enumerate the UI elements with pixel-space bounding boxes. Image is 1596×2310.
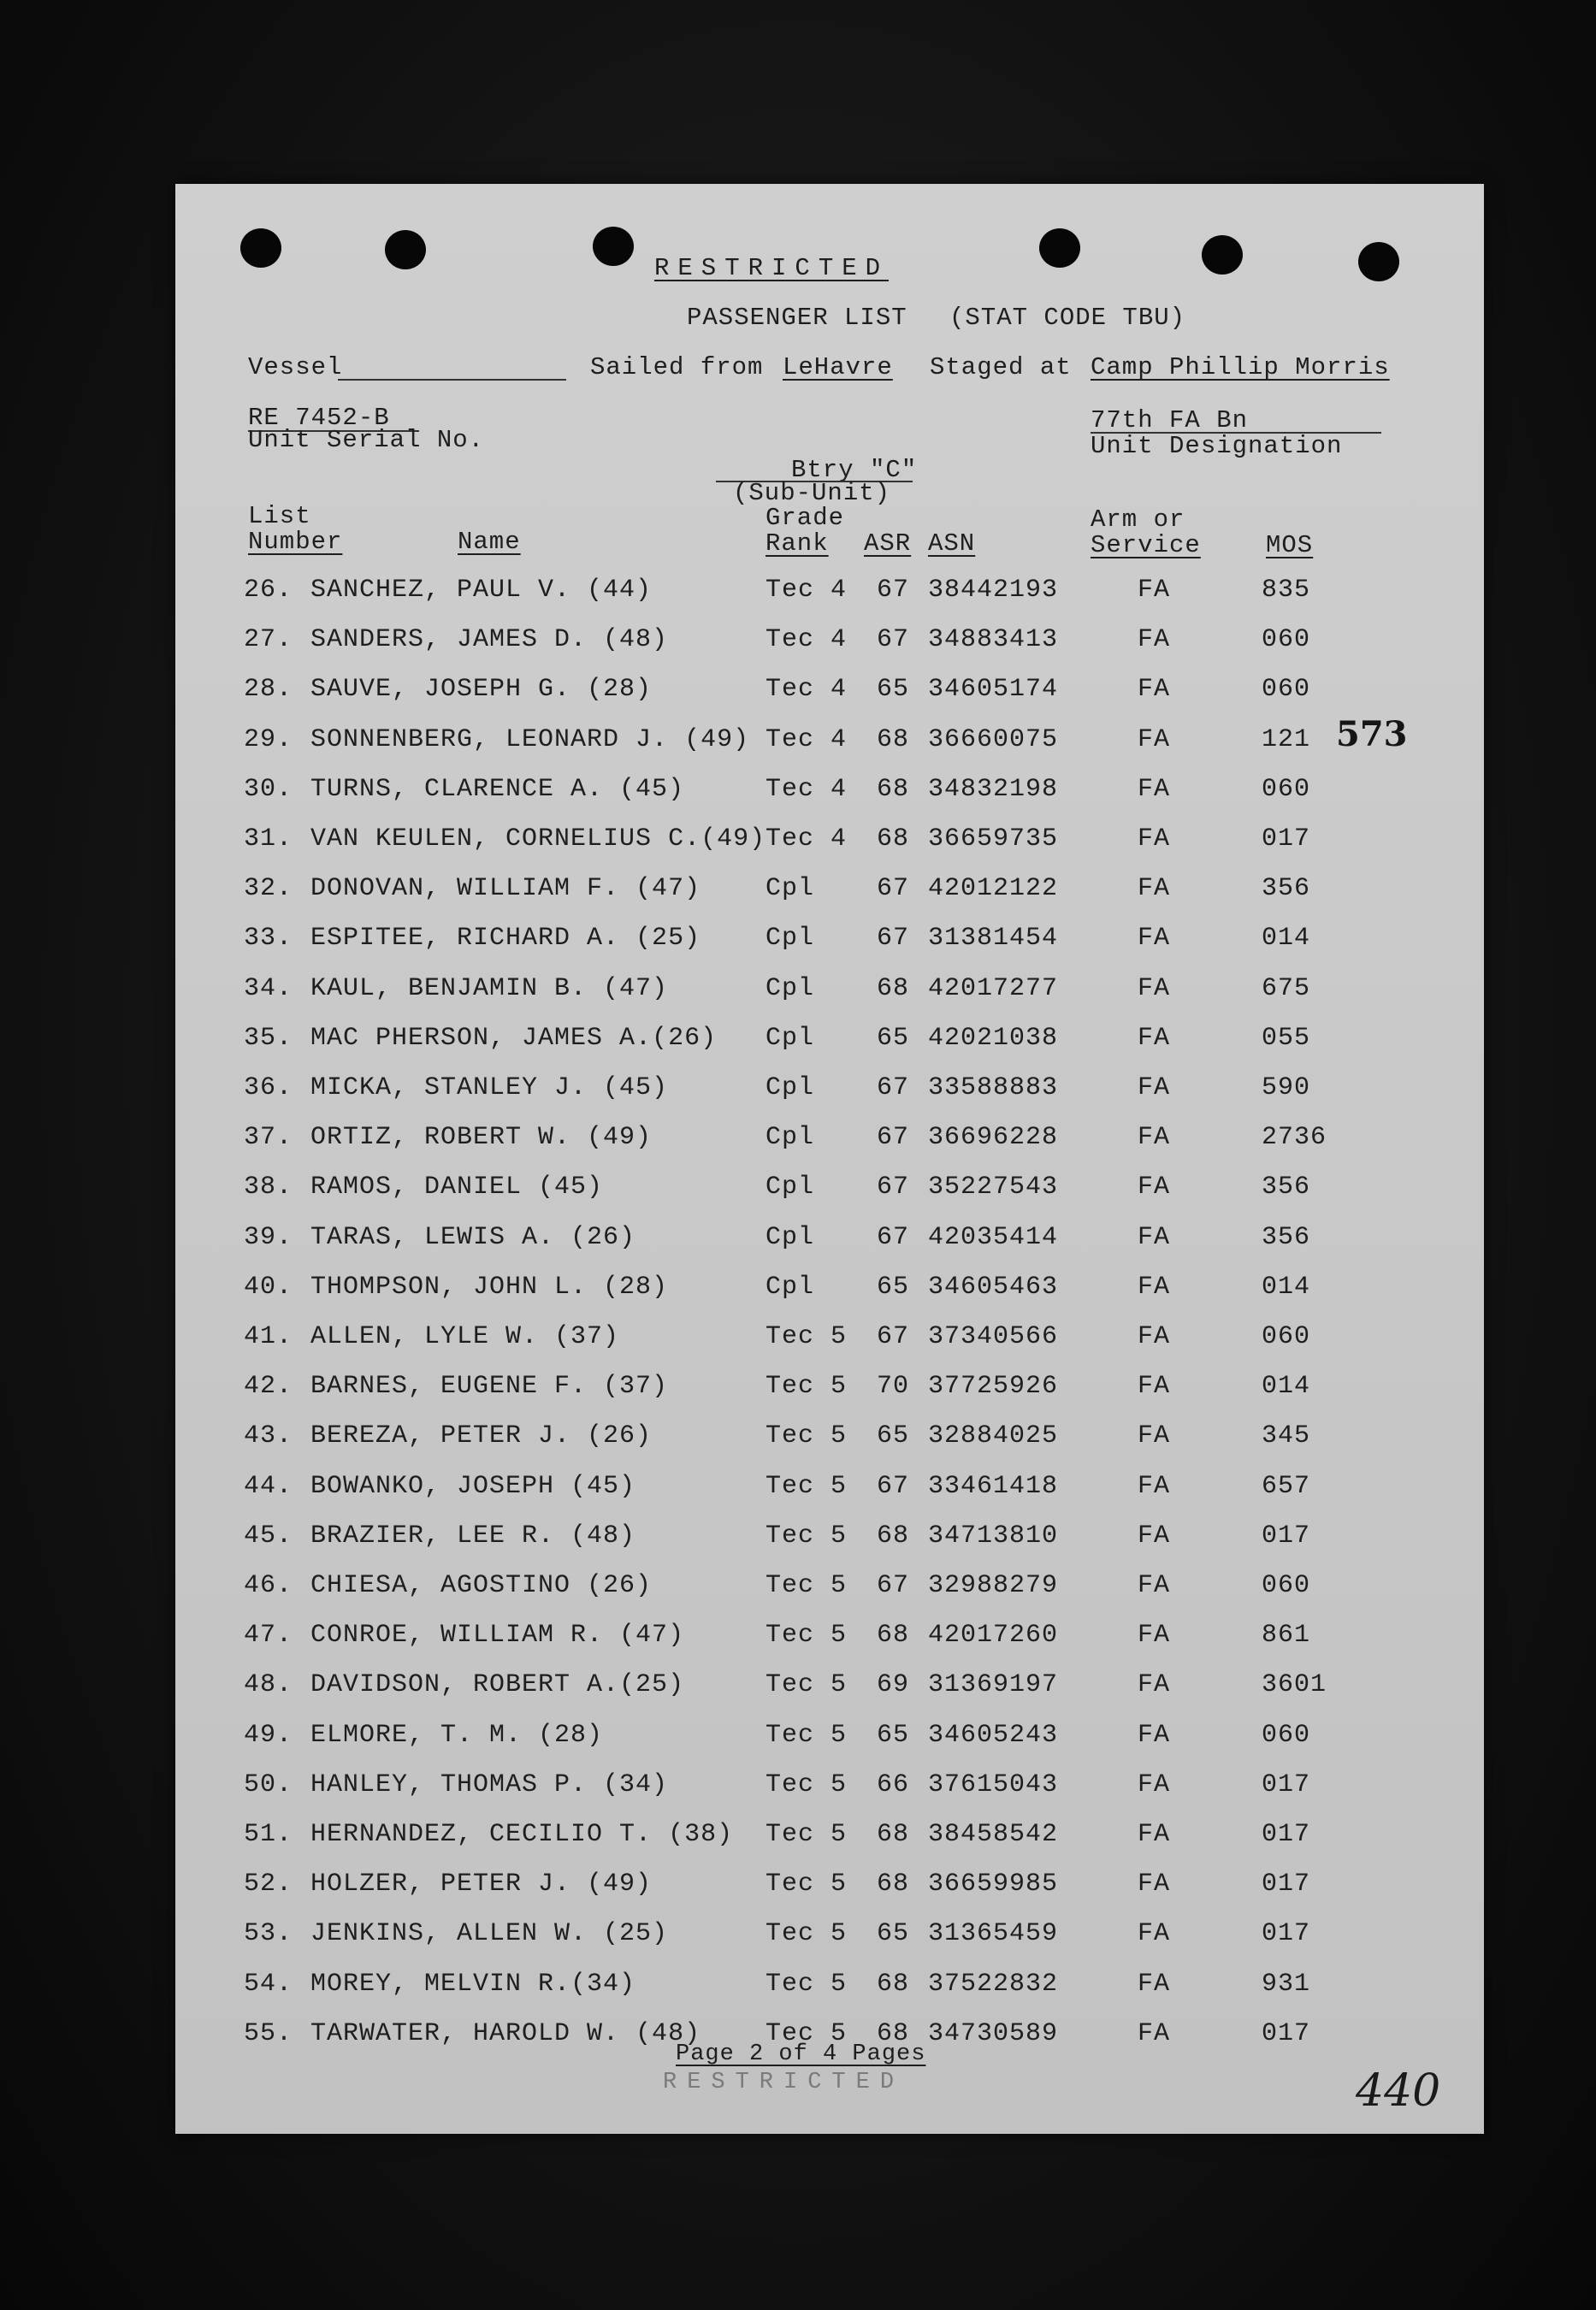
row-asr: 69: [877, 1670, 910, 1699]
row-rank: Tec 5: [765, 1919, 848, 1948]
table-row: [175, 1919, 1484, 1969]
row-name: TARWATER, HAROLD W. (48): [310, 2019, 701, 2048]
row-mos: 3601: [1262, 1670, 1327, 1699]
row-rank: Cpl: [765, 1123, 815, 1152]
row-mos: 017: [1262, 1919, 1311, 1948]
row-name: TARAS, LEWIS A. (26): [310, 1223, 636, 1252]
row-name: ESPITEE, RICHARD A. (25): [310, 924, 701, 953]
row-name: DONOVAN, WILLIAM F. (47): [310, 874, 701, 903]
row-arm-service: FA: [1138, 1571, 1171, 1600]
row-arm-service: FA: [1138, 1024, 1171, 1053]
row-asr: 67: [877, 1173, 910, 1202]
row-rank: Tec 4: [765, 824, 848, 854]
row-asr: 68: [877, 824, 910, 854]
col-grade: Grade: [765, 504, 845, 532]
row-list-number: 49.: [244, 1721, 293, 1750]
row-name: CONROE, WILLIAM R. (47): [310, 1621, 685, 1650]
punch-hole: [1039, 228, 1080, 268]
row-asr: 67: [877, 1223, 910, 1252]
row-name: MOREY, MELVIN R.(34): [310, 1970, 636, 1999]
row-asr: 67: [877, 1472, 910, 1501]
row-asr: 68: [877, 725, 910, 754]
row-rank: Tec 5: [765, 1621, 848, 1650]
page-count: Page 2 of 4 Pages: [676, 2041, 926, 2067]
row-name: SONNENBERG, LEONARD J. (49): [310, 725, 750, 754]
row-list-number: 51.: [244, 1820, 293, 1849]
table-row: [175, 824, 1484, 874]
row-mos: 590: [1262, 1073, 1311, 1102]
row-arm-service: FA: [1138, 1223, 1171, 1252]
row-arm-service: FA: [1138, 576, 1171, 605]
staged-at-label: Staged at: [930, 353, 1072, 381]
row-rank: Tec 5: [765, 1372, 848, 1401]
row-asn: 33461418: [928, 1472, 1059, 1501]
row-rank: Tec 5: [765, 1970, 848, 1999]
row-rank: Tec 5: [765, 2019, 848, 2048]
row-asn: 34832198: [928, 775, 1059, 804]
row-arm-service: FA: [1138, 1970, 1171, 1999]
punch-hole: [385, 230, 426, 269]
row-mos: 835: [1262, 576, 1311, 605]
row-list-number: 29.: [244, 725, 293, 754]
row-mos: 060: [1262, 1322, 1311, 1351]
restricted-footer: RESTRICTED: [663, 2070, 905, 2095]
punch-hole: [1202, 235, 1243, 275]
row-list-number: 46.: [244, 1571, 293, 1600]
table-row: [175, 1521, 1484, 1571]
table-row: [175, 1621, 1484, 1670]
sub-unit-label: (Sub-Unit): [733, 479, 891, 507]
table-row: [175, 1123, 1484, 1173]
row-arm-service: FA: [1138, 1919, 1171, 1948]
row-name: ALLEN, LYLE W. (37): [310, 1322, 620, 1351]
row-asr: 68: [877, 775, 910, 804]
row-name: SANCHEZ, PAUL V. (44): [310, 576, 653, 605]
row-arm-service: FA: [1138, 1870, 1171, 1899]
row-name: DAVIDSON, ROBERT A.(25): [310, 1670, 685, 1699]
row-mos: 017: [1262, 1870, 1311, 1899]
restricted-header: RESTRICTED: [654, 254, 890, 282]
row-arm-service: FA: [1138, 1073, 1171, 1102]
row-name: TURNS, CLARENCE A. (45): [310, 775, 685, 804]
row-asr: 68: [877, 1970, 910, 1999]
punch-hole: [240, 228, 281, 268]
row-mos: 017: [1262, 1770, 1311, 1799]
row-asn: 37725926: [928, 1372, 1059, 1401]
table-row: [175, 1173, 1484, 1222]
row-asn: 38442193: [928, 576, 1059, 605]
row-asn: 37522832: [928, 1970, 1059, 1999]
row-rank: Tec 5: [765, 1870, 848, 1899]
row-name: BRAZIER, LEE R. (48): [310, 1521, 636, 1551]
row-list-number: 34.: [244, 974, 293, 1003]
table-row: [175, 1870, 1484, 1919]
row-arm-service: FA: [1138, 824, 1171, 854]
row-name: BEREZA, PETER J. (26): [310, 1421, 653, 1450]
row-name: MICKA, STANLEY J. (45): [310, 1073, 669, 1102]
row-arm-service: FA: [1138, 1472, 1171, 1501]
row-asn: 42035414: [928, 1223, 1059, 1252]
row-asn: 34605463: [928, 1273, 1059, 1302]
row-rank: Tec 5: [765, 1820, 848, 1849]
vessel-blank: [338, 379, 566, 381]
col-list-number-2: Number: [248, 528, 343, 556]
row-name: CHIESA, AGOSTINO (26): [310, 1571, 653, 1600]
row-name: THOMPSON, JOHN L. (28): [310, 1273, 669, 1302]
row-asr: 65: [877, 1919, 910, 1948]
table-row: [175, 1223, 1484, 1273]
row-asr: 66: [877, 1770, 910, 1799]
row-arm-service: FA: [1138, 1820, 1171, 1849]
stat-code: (STAT CODE TBU): [949, 304, 1186, 332]
row-arm-service: FA: [1138, 625, 1171, 654]
row-list-number: 52.: [244, 1870, 293, 1899]
row-arm-service: FA: [1138, 1721, 1171, 1750]
table-row: [175, 1670, 1484, 1720]
row-mos: 014: [1262, 924, 1311, 953]
row-mos: 017: [1262, 1820, 1311, 1849]
row-rank: Tec 5: [765, 1322, 848, 1351]
row-mos: 055: [1262, 1024, 1311, 1053]
row-rank: Tec 5: [765, 1670, 848, 1699]
passenger-list-page: [175, 184, 1484, 2134]
row-mos: 2736: [1262, 1123, 1327, 1152]
row-list-number: 55.: [244, 2019, 293, 2048]
row-asn: 38458542: [928, 1820, 1059, 1849]
col-service: Service: [1091, 531, 1201, 559]
row-asn: 42012122: [928, 874, 1059, 903]
row-asn: 31369197: [928, 1670, 1059, 1699]
row-asr: 68: [877, 1820, 910, 1849]
row-mos: 014: [1262, 1273, 1311, 1302]
row-asn: 34605174: [928, 675, 1059, 704]
unit-serial-value: RE 7452-B: [248, 404, 390, 432]
row-asr: 68: [877, 1870, 910, 1899]
row-arm-service: FA: [1138, 1770, 1171, 1799]
sailed-from-value: LeHavre: [783, 353, 893, 381]
row-arm-service: FA: [1138, 924, 1171, 953]
row-asn: 42017277: [928, 974, 1059, 1003]
row-asn: 36659985: [928, 1870, 1059, 1899]
col-asn: ASN: [928, 529, 976, 558]
row-asn: 37615043: [928, 1770, 1059, 1799]
table-row: [175, 1721, 1484, 1770]
col-name: Name: [458, 528, 521, 556]
row-rank: Tec 4: [765, 576, 848, 605]
row-name: SANDERS, JAMES D. (48): [310, 625, 669, 654]
row-mos: 060: [1262, 625, 1311, 654]
row-mos: 931: [1262, 1970, 1311, 1999]
unit-serial-label: Unit Serial No.: [248, 426, 485, 454]
punch-hole: [593, 227, 634, 266]
row-list-number: 50.: [244, 1770, 293, 1799]
row-name: KAUL, BENJAMIN B. (47): [310, 974, 669, 1003]
row-arm-service: FA: [1138, 1322, 1171, 1351]
unit-designation-label: Unit Designation: [1091, 432, 1343, 460]
row-name: HOLZER, PETER J. (49): [310, 1870, 653, 1899]
table-row: [175, 675, 1484, 724]
table-row: [175, 625, 1484, 675]
row-mos: 014: [1262, 1372, 1311, 1401]
vessel-label: Vessel: [248, 353, 343, 381]
row-arm-service: FA: [1138, 1421, 1171, 1450]
table-row: [175, 1472, 1484, 1521]
row-arm-service: FA: [1138, 874, 1171, 903]
row-list-number: 33.: [244, 924, 293, 953]
row-name: SAUVE, JOSEPH G. (28): [310, 675, 653, 704]
table-row: [175, 1770, 1484, 1820]
punch-hole: [1358, 242, 1399, 281]
row-asn: 34605243: [928, 1721, 1059, 1750]
row-asr: 68: [877, 2019, 910, 2048]
row-list-number: 31.: [244, 824, 293, 854]
row-asr: 65: [877, 1421, 910, 1450]
row-list-number: 30.: [244, 775, 293, 804]
staged-at-value: Camp Phillip Morris: [1091, 353, 1390, 381]
row-name: RAMOS, DANIEL (45): [310, 1173, 604, 1202]
sailed-from-label: Sailed from: [590, 353, 764, 381]
row-mos: 017: [1262, 1521, 1311, 1551]
table-row: [175, 1073, 1484, 1123]
row-list-number: 53.: [244, 1919, 293, 1948]
row-asr: 67: [877, 1123, 910, 1152]
unit-designation-value: 77th FA Bn: [1091, 406, 1249, 434]
row-list-number: 26.: [244, 576, 293, 605]
row-asr: 67: [877, 1322, 910, 1351]
row-list-number: 36.: [244, 1073, 293, 1102]
row-arm-service: FA: [1138, 1670, 1171, 1699]
row-list-number: 44.: [244, 1472, 293, 1501]
row-asn: 31365459: [928, 1919, 1059, 1948]
row-rank: Tec 5: [765, 1721, 848, 1750]
row-rank: Tec 5: [765, 1521, 848, 1551]
row-arm-service: FA: [1138, 1273, 1171, 1302]
table-row: [175, 1372, 1484, 1421]
row-name: BOWANKO, JOSEPH (45): [310, 1472, 636, 1501]
row-mos: 356: [1262, 874, 1311, 903]
row-mos: 657: [1262, 1472, 1311, 1501]
row-name: JENKINS, ALLEN W. (25): [310, 1919, 669, 1948]
row-rank: Cpl: [765, 1273, 815, 1302]
row-mos: 356: [1262, 1173, 1311, 1202]
row-arm-service: FA: [1138, 1372, 1171, 1401]
row-asr: 68: [877, 974, 910, 1003]
row-mos: 675: [1262, 974, 1311, 1003]
row-mos: 060: [1262, 775, 1311, 804]
row-asn: 36696228: [928, 1123, 1059, 1152]
row-list-number: 42.: [244, 1372, 293, 1401]
table-row: [175, 874, 1484, 924]
sub-unit-value: Btry "C": [791, 456, 918, 484]
row-mos: 861: [1262, 1621, 1311, 1650]
col-mos: MOS: [1266, 531, 1314, 559]
row-rank: Tec 4: [765, 725, 848, 754]
row-asr: 67: [877, 924, 910, 953]
row-asn: 37340566: [928, 1322, 1059, 1351]
row-list-number: 28.: [244, 675, 293, 704]
row-mos: 345: [1262, 1421, 1311, 1450]
row-asr: 65: [877, 675, 910, 704]
col-list-number: List: [248, 502, 311, 530]
row-asr: 67: [877, 1073, 910, 1102]
row-rank: Cpl: [765, 1024, 815, 1053]
row-name: MAC PHERSON, JAMES A.(26): [310, 1024, 718, 1053]
row-list-number: 39.: [244, 1223, 293, 1252]
row-name: ELMORE, T. M. (28): [310, 1721, 604, 1750]
row-mos: 017: [1262, 2019, 1311, 2048]
row-asr: 70: [877, 1372, 910, 1401]
row-mos: 121: [1262, 725, 1311, 754]
row-asn: 34883413: [928, 625, 1059, 654]
row-list-number: 37.: [244, 1123, 293, 1152]
row-asn: 36659735: [928, 824, 1059, 854]
row-asr: 65: [877, 1273, 910, 1302]
handwritten-number: 440: [1356, 2065, 1441, 2117]
row-asn: 42021038: [928, 1024, 1059, 1053]
row-arm-service: FA: [1138, 2019, 1171, 2048]
row-list-number: 54.: [244, 1970, 293, 1999]
row-asr: 68: [877, 1521, 910, 1551]
row-rank: Tec 5: [765, 1472, 848, 1501]
row-rank: Cpl: [765, 1223, 815, 1252]
row-asn: 33588883: [928, 1073, 1059, 1102]
row-name: HERNANDEZ, CECILIO T. (38): [310, 1820, 734, 1849]
row-mos: 017: [1262, 824, 1311, 854]
row-asn: 32884025: [928, 1421, 1059, 1450]
row-rank: Cpl: [765, 924, 815, 953]
row-rank: Tec 4: [765, 675, 848, 704]
row-asn: 34730589: [928, 2019, 1059, 2048]
table-row: [175, 974, 1484, 1024]
row-list-number: 45.: [244, 1521, 293, 1551]
row-asn: 32988279: [928, 1571, 1059, 1600]
row-asr: 67: [877, 874, 910, 903]
row-name: HANLEY, THOMAS P. (34): [310, 1770, 669, 1799]
row-arm-service: FA: [1138, 1173, 1171, 1202]
row-rank: Tec 5: [765, 1571, 848, 1600]
row-asr: 68: [877, 1621, 910, 1650]
row-mos: 060: [1262, 1571, 1311, 1600]
row-rank: Cpl: [765, 974, 815, 1003]
row-arm-service: FA: [1138, 1621, 1171, 1650]
stamp-number: 573: [1336, 714, 1408, 754]
row-mos: 060: [1262, 1721, 1311, 1750]
row-arm-service: FA: [1138, 675, 1171, 704]
col-rank: Rank: [765, 529, 829, 558]
table-row: [175, 1970, 1484, 2019]
row-arm-service: FA: [1138, 1521, 1171, 1551]
row-name: VAN KEULEN, CORNELIUS C.(49): [310, 824, 766, 854]
row-arm-service: FA: [1138, 775, 1171, 804]
row-asn: 36660075: [928, 725, 1059, 754]
row-asr: 67: [877, 576, 910, 605]
table-row: [175, 725, 1484, 775]
row-rank: Tec 4: [765, 625, 848, 654]
row-mos: 060: [1262, 675, 1311, 704]
table-row: [175, 775, 1484, 824]
table-row: [175, 1322, 1484, 1372]
row-arm-service: FA: [1138, 1123, 1171, 1152]
row-list-number: 27.: [244, 625, 293, 654]
row-rank: Cpl: [765, 1073, 815, 1102]
row-rank: Tec 5: [765, 1421, 848, 1450]
table-row: [175, 576, 1484, 625]
row-list-number: 47.: [244, 1621, 293, 1650]
row-asn: 31381454: [928, 924, 1059, 953]
table-row: [175, 1421, 1484, 1471]
document-title: PASSENGER LIST: [687, 304, 907, 332]
table-row: [175, 1571, 1484, 1621]
row-asr: 67: [877, 625, 910, 654]
row-list-number: 32.: [244, 874, 293, 903]
row-arm-service: FA: [1138, 974, 1171, 1003]
row-asr: 65: [877, 1024, 910, 1053]
row-list-number: 48.: [244, 1670, 293, 1699]
row-arm-service: FA: [1138, 725, 1171, 754]
row-list-number: 35.: [244, 1024, 293, 1053]
row-list-number: 41.: [244, 1322, 293, 1351]
row-asr: 67: [877, 1571, 910, 1600]
row-rank: Cpl: [765, 1173, 815, 1202]
row-name: ORTIZ, ROBERT W. (49): [310, 1123, 653, 1152]
table-row: [175, 1024, 1484, 1073]
row-mos: 356: [1262, 1223, 1311, 1252]
row-list-number: 43.: [244, 1421, 293, 1450]
row-asn: 35227543: [928, 1173, 1059, 1202]
table-row: [175, 1820, 1484, 1870]
row-asr: 65: [877, 1721, 910, 1750]
col-asr: ASR: [864, 529, 912, 558]
table-row: [175, 924, 1484, 973]
row-asn: 34713810: [928, 1521, 1059, 1551]
col-arm: Arm or: [1091, 505, 1185, 534]
table-row: [175, 1273, 1484, 1322]
row-name: BARNES, EUGENE F. (37): [310, 1372, 669, 1401]
row-rank: Tec 5: [765, 1770, 848, 1799]
row-list-number: 40.: [244, 1273, 293, 1302]
row-asn: 42017260: [928, 1621, 1059, 1650]
row-rank: Cpl: [765, 874, 815, 903]
row-list-number: 38.: [244, 1173, 293, 1202]
row-rank: Tec 4: [765, 775, 848, 804]
